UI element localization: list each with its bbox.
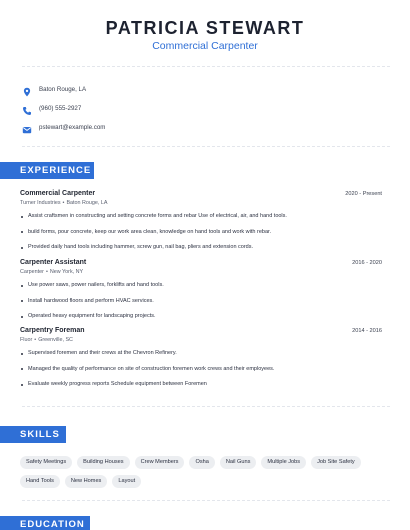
skill-chip: Building Houses: [77, 456, 129, 469]
contact-email-text: pstewart@example.com: [39, 123, 106, 131]
contact-divider: [22, 146, 390, 147]
job-title: Carpentry Foreman: [20, 327, 85, 334]
job-meta: [20, 269, 382, 275]
experience-section-heading: EXPERIENCE: [0, 162, 94, 179]
job-bullet: Assist craftsmen in constructing and setting concrete forms and rebar Use of electrical, air, and hand tools.: [20, 213, 382, 220]
candidate-name: PATRICIA STEWART: [105, 18, 305, 38]
separator-dot: •: [62, 200, 65, 206]
job-dates: 2014 - 2016: [352, 328, 382, 334]
contact-phone: [22, 99, 105, 117]
experience-divider: [22, 406, 390, 407]
job-company: Fluor: [20, 337, 33, 343]
job-bullet: Use power saws, power nailers, forklifts and hand tools.: [20, 282, 382, 289]
skill-chip: Layout: [112, 475, 141, 488]
job-title: Commercial Carpenter: [20, 190, 96, 197]
contact-phone-text: (960) 555-2927: [39, 104, 82, 112]
job-bullet: Provided daily hand tools including hammer, screw gun, nail bag, pliers and extension cords.: [20, 244, 382, 251]
skills-divider: [22, 500, 390, 501]
job-entry: [20, 190, 382, 251]
job-location: Greenville, SC: [38, 337, 73, 343]
job-bullets: [20, 350, 382, 388]
job-meta: [20, 337, 382, 343]
skill-chip: Safety Meetings: [20, 456, 72, 469]
job-bullet: Install hardwood floors and perform HVAC services.: [20, 298, 382, 305]
job-bullet: Supervised foremen and their crews at the Chevron Refinery.: [20, 350, 382, 357]
skill-chip: Crew Members: [135, 456, 185, 469]
header-divider: [22, 66, 390, 67]
email-icon: [22, 122, 32, 132]
contact-email: [22, 118, 105, 136]
job-location: Baton Rouge, LA: [66, 200, 108, 206]
skill-chip: Osha: [189, 456, 214, 469]
skills-section-heading: SKILLS: [0, 426, 66, 443]
separator-dot: •: [34, 337, 37, 343]
job-company: Turner Industries: [20, 200, 61, 206]
contact-location-text: Baton Rouge, LA: [39, 85, 87, 93]
job-bullets: [20, 282, 382, 320]
job-title: Carpenter Assistant: [20, 259, 87, 266]
contact-location: [22, 80, 105, 98]
job-bullet: Managed the quality of performance on site of construction foremen work crews and their employees.: [20, 366, 382, 373]
phone-icon: [22, 103, 32, 113]
location-pin-icon: [22, 84, 32, 94]
education-section-heading: EDUCATION: [0, 516, 90, 530]
skill-chip: Job Site Safety: [311, 456, 361, 469]
job-location: New York, NY: [49, 269, 84, 275]
job-dates: 2020 - Present: [345, 191, 382, 197]
skill-chip: Nail Guns: [220, 456, 257, 469]
job-bullet: Operated heavy equipment for landscaping projects.: [20, 313, 382, 320]
skill-chip: Multiple Jobs: [261, 456, 306, 469]
job-title-heading: Commercial Carpenter: [152, 40, 258, 52]
skill-chip: New Homes: [65, 475, 107, 488]
job-meta: [20, 200, 382, 206]
separator-dot: •: [45, 269, 48, 275]
job-bullet: build forms, pour concrete, keep our work area clean, knowledge on hand tools and work with rebar.: [20, 229, 382, 236]
job-bullet: Evaluate weekly progress reports Schedule equipment between Foremen: [20, 381, 382, 388]
job-entry: [20, 327, 382, 388]
job-bullets: [20, 213, 382, 251]
job-company: Carpenter: [20, 269, 44, 275]
contact-list: [22, 80, 105, 136]
skills-list: [20, 456, 390, 488]
job-entry: [20, 259, 382, 320]
job-dates: 2016 - 2020: [352, 260, 382, 266]
skill-chip: Hand Tools: [20, 475, 60, 488]
